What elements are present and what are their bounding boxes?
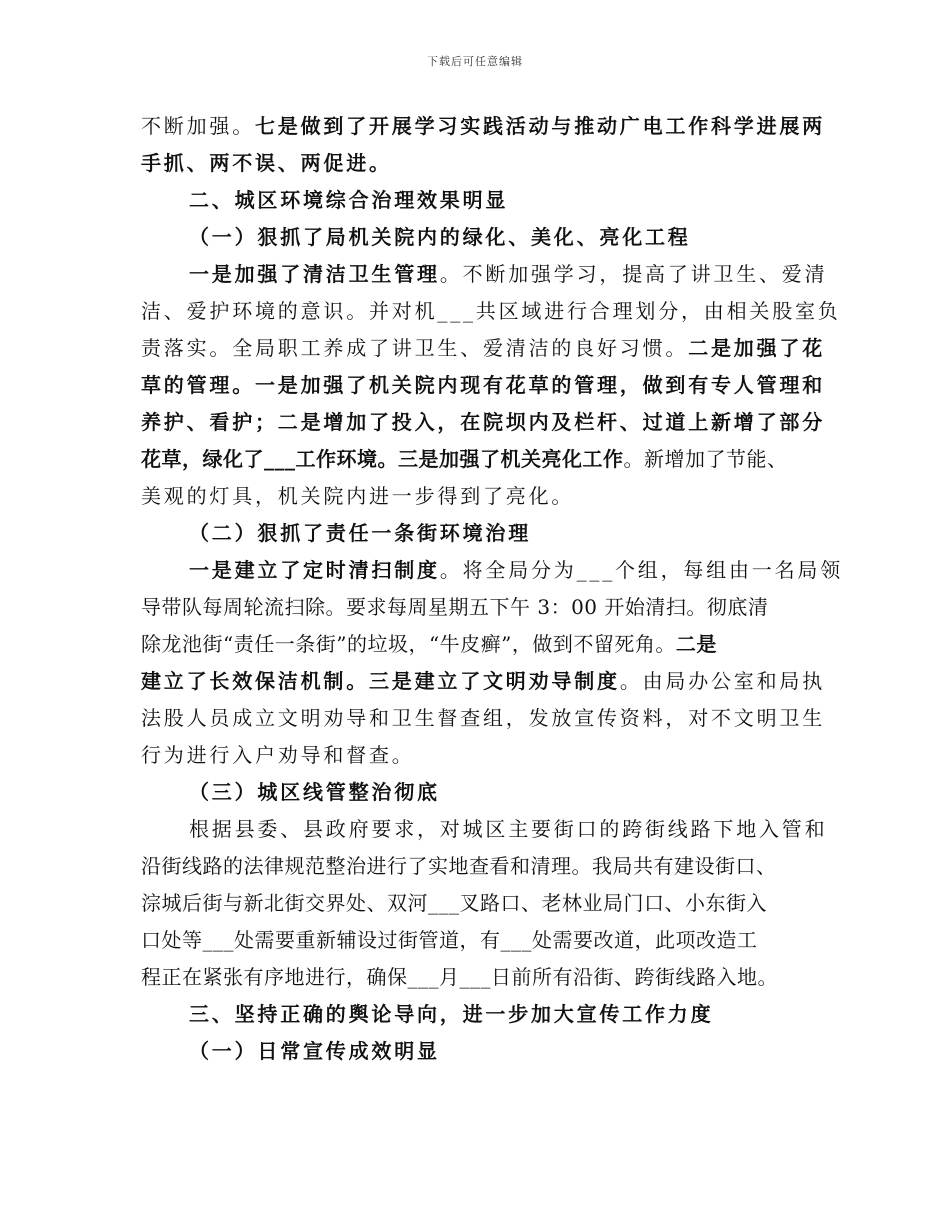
subsection-heading: （二）狠抓了责任一条街环境治理 <box>189 521 531 545</box>
text-line: 导带队每周轮流扫除。要求每周星期五下午 3：00 开始清扫。彻底清 <box>141 595 769 619</box>
text-line: 沿街线路的法律规范整治进行了实地查看和清理。我局共有建设街口、 <box>141 854 777 878</box>
text-line: 程正在紧张有序地进行，确保___月___日前所有沿街、跨街线路入地。 <box>141 965 778 989</box>
text-line: 花草，绿化了___工作环境。三是加强了机关亮化工作。新增加了节能、 <box>141 447 788 471</box>
text-line: 草的管理。一是加强了机关院内现有花草的管理，做到有专人管理和 <box>141 373 825 397</box>
text-line: 手抓、两不误、两促进。 <box>141 151 392 175</box>
subsection-heading: （一）狠抓了局机关院内的绿化、美化、亮化工程 <box>189 225 691 249</box>
text-line: 淙城后街与新北街交界处、双河___叉路口、老林业局门口、小东街入 <box>141 891 767 915</box>
text-line: 不断加强。七是做到了开展学习实践活动与推动广电工作科学进展两 <box>141 114 825 138</box>
section-heading: 二、城区环境综合治理效果明显 <box>189 188 509 212</box>
subsection-heading: （三）城区线管整治彻底 <box>189 780 440 804</box>
subsection-heading: （一）日常宣传成效明显 <box>189 1039 440 1063</box>
text-line: 建立了长效保洁机制。三是建立了文明劝导制度。由局办公室和局执 <box>141 669 826 693</box>
text-line: 法股人员成立文明劝导和卫生督查组，发放宣传资料，对不文明卫生 <box>141 706 825 730</box>
section-heading: 三、坚持正确的舆论导向，进一步加大宣传工作力度 <box>189 1002 714 1026</box>
page-header: 下载后可任意编辑 <box>427 55 523 68</box>
text-line: 口处等___处需要重新辅设过街管道，有___处需要改道，此项改造工 <box>141 928 758 952</box>
text-line: 美观的灯具，机关院内进一步得到了亮化。 <box>141 484 575 508</box>
text-line: 责落实。全局职工养成了讲卫生、爱清洁的良好习惯。二是加强了花 <box>141 336 826 360</box>
text-line: 一是加强了清洁卫生管理。不断加强学习，提高了讲卫生、爱清 <box>189 262 828 286</box>
text-line: 除龙池街“责任一条街”的垃圾，“牛皮癣”，做到不留死角。二是 <box>141 632 717 656</box>
text-line: 洁、爱护环境的意识。并对机___共区域进行合理划分，由相关股室负 <box>141 299 841 323</box>
text-line: 一是建立了定时清扫制度。将全局分为___个组，每组由一名局领 <box>189 558 844 582</box>
text-line: 养护、看护；二是增加了投入，在院坝内及栏杆、过道上新增了部分 <box>141 410 825 434</box>
text-line: 行为进行入户劝导和督查。 <box>141 743 415 767</box>
text-line: 根据县委、县政府要求，对城区主要街口的跨街线路下地入管和 <box>189 817 828 841</box>
